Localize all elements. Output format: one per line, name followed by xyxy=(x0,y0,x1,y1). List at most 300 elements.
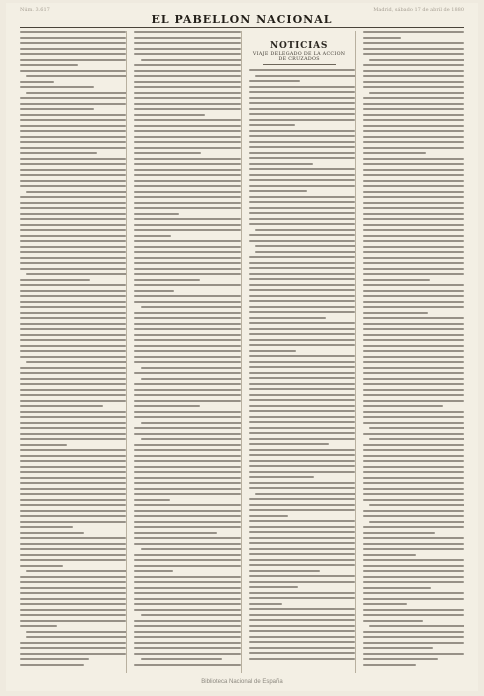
text-line xyxy=(20,202,126,204)
text-line xyxy=(134,136,240,138)
text-line xyxy=(134,224,240,226)
column-2-text xyxy=(134,31,240,669)
text-line xyxy=(134,229,240,231)
text-line xyxy=(134,284,240,286)
text-line xyxy=(249,119,355,121)
text-line xyxy=(134,334,240,336)
text-line xyxy=(363,477,464,479)
text-line xyxy=(249,498,355,500)
issue-number: Núm. 3.617 xyxy=(20,6,50,13)
text-line xyxy=(363,493,464,495)
text-line xyxy=(20,130,126,132)
text-line xyxy=(249,174,355,176)
text-line xyxy=(134,103,240,105)
text-line xyxy=(249,306,355,308)
text-line xyxy=(249,438,355,440)
text-line xyxy=(249,548,355,550)
text-line xyxy=(20,581,126,583)
text-line xyxy=(20,345,126,347)
text-line xyxy=(363,537,464,539)
text-line xyxy=(20,224,126,226)
text-line xyxy=(249,636,355,638)
text-line xyxy=(134,53,240,55)
text-line xyxy=(134,471,240,473)
text-line xyxy=(249,196,355,198)
text-line xyxy=(20,488,126,490)
text-line xyxy=(363,306,464,308)
text-line xyxy=(20,257,126,259)
text-line xyxy=(134,152,201,154)
text-line xyxy=(363,543,464,545)
text-line xyxy=(363,592,464,594)
text-line xyxy=(249,361,355,363)
text-line xyxy=(134,587,240,589)
text-line xyxy=(249,515,288,517)
text-line xyxy=(363,147,464,149)
text-line xyxy=(363,235,464,237)
text-line xyxy=(363,257,464,259)
text-line xyxy=(134,647,240,649)
text-line xyxy=(134,504,240,506)
text-line xyxy=(249,537,355,539)
text-line xyxy=(20,213,126,215)
text-line xyxy=(134,169,240,171)
text-line xyxy=(134,642,240,644)
text-line xyxy=(363,213,464,215)
text-line xyxy=(134,427,240,429)
text-line xyxy=(20,279,90,281)
text-line xyxy=(363,383,464,385)
text-line xyxy=(134,482,240,484)
text-line xyxy=(134,262,240,264)
text-line xyxy=(255,75,356,77)
text-line xyxy=(363,323,464,325)
text-line xyxy=(134,598,240,600)
text-line xyxy=(363,510,464,512)
text-line xyxy=(134,581,240,583)
text-line xyxy=(134,603,240,605)
text-line xyxy=(249,504,355,506)
text-line xyxy=(134,273,240,275)
text-line xyxy=(363,185,464,187)
text-line xyxy=(20,119,126,121)
text-line xyxy=(363,268,464,270)
text-line xyxy=(20,367,126,369)
text-line xyxy=(134,207,240,209)
text-line xyxy=(20,664,84,666)
text-line xyxy=(134,317,240,319)
text-line xyxy=(249,339,355,341)
text-line xyxy=(363,350,464,352)
text-line xyxy=(249,526,355,528)
text-line xyxy=(363,224,464,226)
text-line xyxy=(363,411,464,413)
issue-date: Madrid, sábado 17 de abril de 1880 xyxy=(373,6,464,13)
text-line xyxy=(249,482,355,484)
text-line xyxy=(134,372,240,374)
text-line xyxy=(20,466,126,468)
text-line xyxy=(20,438,126,440)
text-line xyxy=(134,389,240,391)
column-4 xyxy=(363,31,464,673)
text-line xyxy=(363,471,464,473)
text-line xyxy=(134,86,240,88)
text-line xyxy=(20,554,126,556)
text-line xyxy=(363,334,464,336)
text-line xyxy=(20,301,126,303)
text-line xyxy=(363,416,464,418)
text-line xyxy=(134,92,240,94)
text-line xyxy=(249,289,355,291)
text-line xyxy=(20,136,126,138)
text-line xyxy=(20,625,57,627)
text-line xyxy=(363,361,464,363)
text-line xyxy=(20,609,126,611)
text-line xyxy=(20,460,126,462)
text-line xyxy=(363,81,464,83)
text-line xyxy=(20,290,126,292)
text-line xyxy=(134,449,240,451)
text-line xyxy=(249,295,355,297)
text-line xyxy=(20,493,126,495)
text-line xyxy=(363,609,464,611)
text-line xyxy=(249,465,355,467)
text-line xyxy=(134,609,240,611)
text-line xyxy=(249,113,355,115)
text-line xyxy=(249,487,355,489)
text-line xyxy=(249,421,355,423)
text-line xyxy=(249,553,355,555)
text-line xyxy=(20,565,63,567)
text-line xyxy=(249,443,329,445)
text-line xyxy=(363,290,464,292)
text-line xyxy=(363,554,416,556)
text-line xyxy=(249,630,355,632)
text-line xyxy=(363,108,464,110)
text-line xyxy=(363,229,464,231)
text-line xyxy=(20,499,126,501)
text-line xyxy=(134,81,240,83)
text-line xyxy=(20,378,126,380)
text-line xyxy=(249,218,355,220)
text-line xyxy=(249,542,355,544)
text-line xyxy=(363,614,464,616)
text-line xyxy=(134,493,240,495)
text-line xyxy=(20,306,126,308)
text-line xyxy=(134,543,240,545)
text-line xyxy=(363,136,464,138)
text-line xyxy=(134,350,240,352)
text-line xyxy=(134,636,240,638)
text-line xyxy=(249,509,355,511)
text-line xyxy=(249,256,355,258)
text-line xyxy=(249,152,355,154)
text-line xyxy=(20,240,126,242)
text-line xyxy=(134,554,240,556)
text-line xyxy=(26,191,127,193)
text-line xyxy=(249,328,355,330)
text-line xyxy=(20,389,126,391)
text-line xyxy=(20,482,126,484)
text-line xyxy=(255,245,356,247)
text-line xyxy=(26,273,127,275)
text-line xyxy=(249,86,355,88)
text-line xyxy=(249,383,355,385)
text-line xyxy=(363,163,464,165)
text-line xyxy=(20,31,126,33)
text-line xyxy=(20,598,126,600)
text-line xyxy=(249,141,355,143)
news-heading: NOTICIAS xyxy=(270,41,329,51)
text-line xyxy=(20,339,126,341)
masthead-rule xyxy=(20,27,464,28)
text-line xyxy=(249,273,355,275)
text-line xyxy=(134,592,240,594)
text-line xyxy=(363,444,464,446)
text-line xyxy=(249,603,283,605)
text-line xyxy=(20,317,126,319)
text-line xyxy=(249,207,355,209)
text-line xyxy=(20,114,126,116)
text-line xyxy=(20,37,126,39)
text-line xyxy=(20,48,126,50)
text-line xyxy=(249,608,355,610)
text-line xyxy=(363,317,464,319)
text-line xyxy=(134,37,240,39)
text-line xyxy=(363,240,464,242)
text-line xyxy=(20,449,126,451)
text-line xyxy=(134,416,240,418)
text-line xyxy=(249,135,355,137)
text-line xyxy=(26,636,127,638)
text-line xyxy=(20,356,126,358)
text-line xyxy=(20,515,126,517)
text-line xyxy=(255,493,356,495)
text-line xyxy=(249,311,355,313)
text-line xyxy=(134,218,240,220)
text-line xyxy=(249,652,355,654)
text-line xyxy=(20,251,126,253)
text-line xyxy=(20,108,94,110)
text-line xyxy=(20,59,126,61)
text-line xyxy=(134,97,240,99)
text-line xyxy=(134,301,240,303)
text-line xyxy=(363,482,464,484)
text-line xyxy=(249,597,355,599)
text-line xyxy=(363,301,464,303)
text-line xyxy=(20,587,126,589)
text-line xyxy=(20,614,126,616)
text-line xyxy=(134,70,240,72)
text-line xyxy=(134,664,240,666)
text-line xyxy=(26,631,127,633)
text-line xyxy=(134,466,240,468)
text-line xyxy=(249,570,320,572)
text-line xyxy=(20,218,126,220)
text-line xyxy=(249,372,355,374)
text-line xyxy=(363,152,426,154)
text-line xyxy=(249,471,355,473)
text-line xyxy=(363,273,464,275)
text-line xyxy=(20,537,126,539)
text-line xyxy=(134,477,240,479)
text-line xyxy=(20,576,126,578)
text-line xyxy=(20,658,89,660)
text-line xyxy=(363,262,464,264)
text-line xyxy=(20,323,126,325)
text-line xyxy=(363,202,464,204)
text-line xyxy=(134,31,240,33)
text-line xyxy=(249,564,355,566)
text-line xyxy=(20,394,126,396)
text-line xyxy=(20,70,126,72)
text-line xyxy=(20,642,126,644)
text-line xyxy=(134,279,199,281)
text-line xyxy=(141,306,242,308)
text-line xyxy=(134,559,240,561)
text-line xyxy=(20,97,126,99)
text-line xyxy=(363,191,464,193)
text-line xyxy=(249,124,295,126)
text-line xyxy=(249,190,308,192)
text-line xyxy=(20,510,126,512)
text-line xyxy=(134,411,240,413)
text-line xyxy=(134,444,240,446)
text-line xyxy=(20,334,126,336)
text-line xyxy=(363,570,464,572)
text-line xyxy=(134,339,240,341)
text-line xyxy=(363,526,464,528)
text-line xyxy=(26,361,127,363)
text-line xyxy=(255,229,356,231)
text-line xyxy=(363,499,464,501)
text-line xyxy=(20,180,126,182)
text-line xyxy=(134,290,174,292)
text-line xyxy=(249,350,296,352)
text-line xyxy=(20,174,126,176)
text-line xyxy=(141,548,242,550)
text-line xyxy=(20,53,126,55)
text-line xyxy=(20,477,126,479)
text-line xyxy=(20,284,126,286)
text-line xyxy=(141,422,242,424)
text-line xyxy=(134,394,240,396)
text-line xyxy=(363,532,435,534)
text-line xyxy=(134,565,240,567)
text-line xyxy=(20,328,126,330)
text-line xyxy=(249,432,355,434)
text-line xyxy=(20,86,94,88)
text-line xyxy=(20,169,126,171)
text-line xyxy=(20,411,126,413)
text-line xyxy=(249,394,355,396)
text-line xyxy=(363,389,464,391)
column-1 xyxy=(20,31,127,673)
text-line xyxy=(363,75,464,77)
text-line xyxy=(363,620,424,622)
text-line xyxy=(363,356,464,358)
text-line xyxy=(363,367,464,369)
text-line xyxy=(363,70,464,72)
text-line xyxy=(134,251,240,253)
text-line xyxy=(134,119,240,121)
text-line xyxy=(249,531,355,533)
text-line xyxy=(249,284,355,286)
text-line xyxy=(134,570,172,572)
text-line xyxy=(363,422,464,424)
text-line xyxy=(20,427,126,429)
text-line xyxy=(20,158,126,160)
text-line xyxy=(134,405,199,407)
text-line xyxy=(20,559,126,561)
text-line xyxy=(141,367,242,369)
text-line xyxy=(20,653,126,655)
text-line xyxy=(134,235,171,237)
text-line xyxy=(363,37,401,39)
text-line xyxy=(363,345,464,347)
text-line xyxy=(20,592,126,594)
text-line xyxy=(363,169,464,171)
text-line xyxy=(363,449,464,451)
text-line xyxy=(363,218,464,220)
text-line xyxy=(134,455,240,457)
text-line xyxy=(20,152,97,154)
text-line xyxy=(363,548,464,550)
text-line xyxy=(363,328,464,330)
text-line xyxy=(363,174,464,176)
text-line xyxy=(369,438,464,440)
page-credit: Biblioteca Nacional de España xyxy=(201,679,283,685)
text-line xyxy=(134,328,240,330)
text-line xyxy=(369,92,464,94)
text-line xyxy=(20,350,126,352)
text-line xyxy=(369,427,464,429)
text-line xyxy=(20,372,126,374)
text-line xyxy=(134,433,240,435)
text-line xyxy=(134,488,240,490)
text-line xyxy=(249,91,355,93)
text-line xyxy=(20,235,126,237)
text-line xyxy=(249,377,355,379)
masthead-title: EL PABELLON NACIONAL xyxy=(151,13,333,26)
column-4-text xyxy=(363,31,464,669)
text-line xyxy=(20,455,126,457)
text-line xyxy=(134,537,240,539)
text-line xyxy=(363,64,464,66)
text-line xyxy=(363,48,464,50)
text-line xyxy=(249,163,314,165)
text-line xyxy=(249,267,355,269)
text-line xyxy=(20,185,126,187)
text-line xyxy=(249,647,355,649)
text-line xyxy=(134,141,240,143)
text-line xyxy=(134,631,240,633)
text-line xyxy=(134,400,240,402)
text-line xyxy=(134,48,240,50)
text-line xyxy=(249,300,355,302)
text-line xyxy=(20,504,126,506)
text-line xyxy=(369,59,464,61)
text-line xyxy=(20,647,126,649)
text-line xyxy=(363,405,443,407)
text-line xyxy=(134,620,240,622)
text-line xyxy=(249,592,355,594)
text-line xyxy=(141,658,222,660)
text-line xyxy=(363,460,464,462)
text-line xyxy=(20,64,78,66)
text-line xyxy=(20,262,126,264)
text-line xyxy=(249,333,355,335)
